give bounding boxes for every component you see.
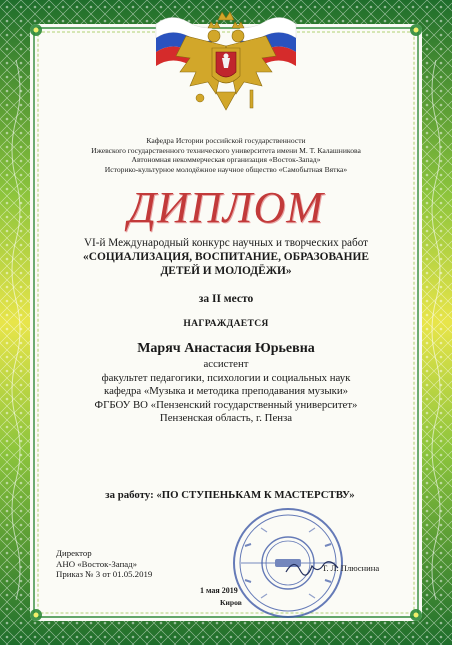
director-line: Директор bbox=[56, 548, 92, 558]
organization-line: Историко-культурное молодёжное научное общество «Самобытная Вятка» bbox=[104, 164, 348, 174]
recipient-detail-line: факультет педагогики, психологии и социальных наук bbox=[101, 371, 351, 384]
recipient-detail-line: ФГБОУ ВО «Пензенский государственный университет» bbox=[94, 398, 358, 411]
contest-name bbox=[60, 250, 392, 278]
director-block bbox=[56, 548, 152, 580]
organizations-block bbox=[60, 136, 392, 174]
organization-line: Ижевского государственного технического университета имени М. Т. Калашникова bbox=[91, 145, 361, 155]
organization-line: Кафедра Истории российской государственности bbox=[146, 136, 306, 145]
recipient-name: Маряч Анастасия Юрьевна bbox=[137, 341, 315, 356]
contest-line: VI-й Международный конкурс научных и творческих работ bbox=[83, 237, 369, 249]
contest-name-line: «СОЦИАЛИЗАЦИЯ, ВОСПИТАНИЕ, ОБРАЗОВАНИЕ bbox=[83, 251, 369, 263]
diploma-title: ДИПЛОМ bbox=[128, 183, 324, 232]
work-title: за работу: «ПО СТУПЕНЬКАМ К МАСТЕРСТВУ» bbox=[105, 489, 355, 501]
awarded-label: НАГРАЖДАЕТСЯ bbox=[183, 318, 269, 329]
contest-name-line: ДЕТЕЙ И МОЛОДЁЖИ» bbox=[160, 265, 292, 277]
organization-line: Автономная некоммерческая организация «Восток-Запад» bbox=[131, 155, 321, 165]
recipient-detail-line: кафедра «Музыка и методика преподавания музыки» bbox=[104, 385, 348, 398]
coat-of-arms-icon bbox=[146, 6, 306, 126]
issue-city: Киров bbox=[220, 598, 242, 607]
director-line: АНО «Восток-Запад» bbox=[56, 558, 138, 569]
recipient-detail-line: ассистент bbox=[203, 358, 249, 370]
signer-name: Т. Л. Плюснина bbox=[322, 563, 380, 573]
place-label: за II место bbox=[198, 293, 254, 305]
recipient-details bbox=[60, 358, 392, 426]
issue-date: 1 мая 2019 bbox=[200, 586, 238, 595]
recipient-detail-line: Пензенская область, г. Пенза bbox=[159, 412, 293, 425]
director-line: Приказ № 3 от 01.05.2019 bbox=[56, 569, 153, 580]
